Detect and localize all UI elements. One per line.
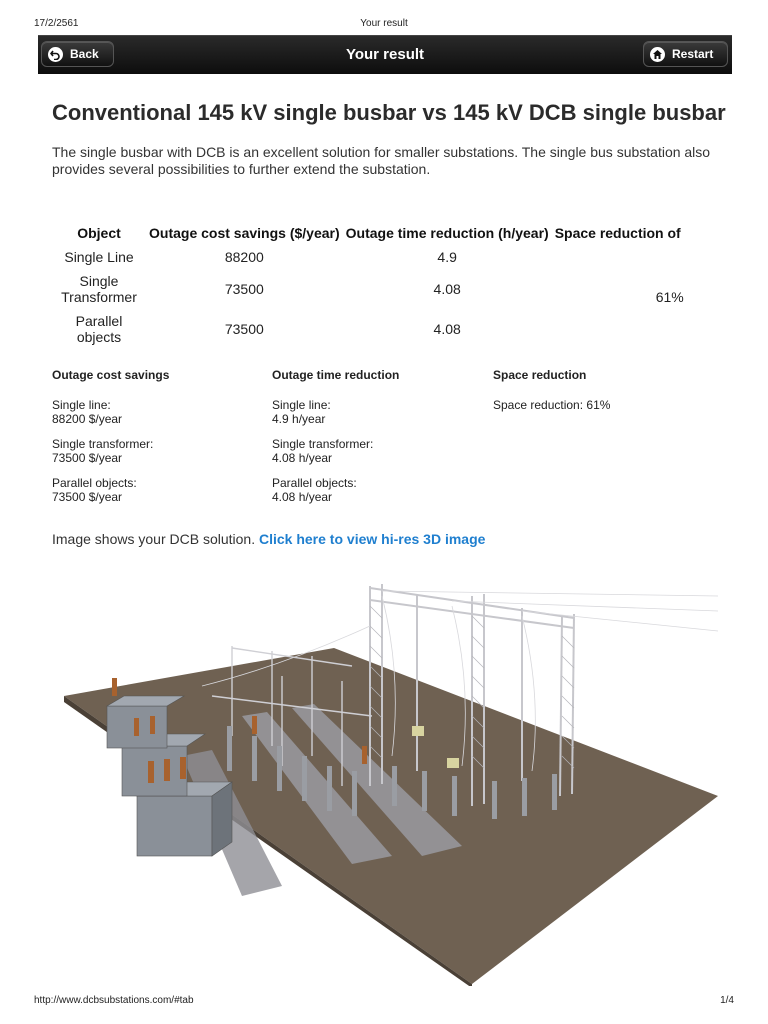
- summary-space-text: Space reduction: 61%: [493, 398, 611, 412]
- print-date: 17/2/2561: [34, 18, 79, 29]
- item-value: 73500 $/year: [52, 451, 123, 465]
- cell-time: 4.9: [437, 249, 457, 265]
- cell-space: 61%: [655, 289, 684, 305]
- list-item: [272, 398, 482, 426]
- list-item: [272, 476, 482, 504]
- item-label: Single transformer:: [52, 437, 154, 451]
- summary-space-heading: Space reduction: [493, 368, 587, 382]
- table-header-row: [52, 221, 684, 245]
- list-item: [52, 476, 262, 504]
- restart-button-label: Restart: [672, 47, 714, 61]
- item-value: 73500 $/year: [52, 490, 123, 504]
- item-value: 88200 $/year: [52, 412, 123, 426]
- summary-cost-column: [52, 368, 262, 515]
- navbar-title: Your result: [345, 46, 425, 63]
- result-content: [52, 100, 732, 547]
- list-item: [272, 437, 482, 465]
- print-title: Your result: [360, 18, 408, 29]
- page-title: Conventional 145 kV single busbar vs 145 kV DCB single busbar: [52, 100, 726, 125]
- cell-time: 4.08: [433, 281, 461, 297]
- print-header: [0, 0, 768, 34]
- back-button-label: Back: [70, 47, 99, 61]
- cell-object: Single Transformer: [61, 273, 137, 305]
- image-caption: [52, 531, 485, 547]
- col-header-space: Space reduction of: [554, 225, 681, 241]
- cell-cost: 73500: [224, 281, 264, 297]
- cell-object: Parallel objects: [75, 313, 123, 345]
- intro-text: The single busbar with DCB is an excellent solution for smaller substations. The single bus substation also provides several possibilities to further extend the substation.: [52, 144, 711, 177]
- cell-object: Single Line: [64, 249, 134, 265]
- item-label: Parallel objects:: [52, 476, 137, 490]
- item-value: 4.08 h/year: [272, 451, 333, 465]
- print-page-number: 1/4: [720, 995, 734, 1006]
- table-row: [52, 245, 684, 269]
- summary-cost-heading: Outage cost savings: [52, 368, 170, 382]
- col-header-cost: Outage cost savings ($/year): [149, 225, 340, 241]
- col-header-time: Outage time reduction (h/year): [345, 225, 549, 241]
- item-label: Single line:: [52, 398, 111, 412]
- top-navbar: [38, 35, 732, 74]
- item-value: 4.08 h/year: [272, 490, 333, 504]
- home-icon: [650, 47, 665, 62]
- print-url: http://www.dcbsubstations.com/#tab: [34, 995, 194, 1006]
- cell-cost: 73500: [224, 321, 264, 337]
- cell-time: 4.08: [433, 321, 461, 337]
- list-item: [52, 398, 262, 426]
- item-label: Parallel objects:: [272, 476, 357, 490]
- summary-time-heading: Outage time reduction: [272, 368, 400, 382]
- results-table-container: [52, 221, 732, 351]
- cell-cost: 88200: [224, 249, 264, 265]
- image-caption-text: Image shows your DCB solution.: [52, 531, 256, 547]
- item-label: Single transformer:: [272, 437, 374, 451]
- col-header-object: Object: [77, 225, 121, 241]
- item-label: Single line:: [272, 398, 331, 412]
- summary-space-column: [493, 368, 703, 423]
- summary-time-column: [272, 368, 482, 515]
- results-table: [52, 221, 684, 349]
- item-value: 4.9 h/year: [272, 412, 326, 426]
- list-item: [52, 437, 262, 465]
- restart-button[interactable]: [643, 41, 728, 67]
- hi-res-image-link[interactable]: Click here to view hi-res 3D image: [258, 531, 486, 547]
- substation-3d-image: [52, 556, 718, 986]
